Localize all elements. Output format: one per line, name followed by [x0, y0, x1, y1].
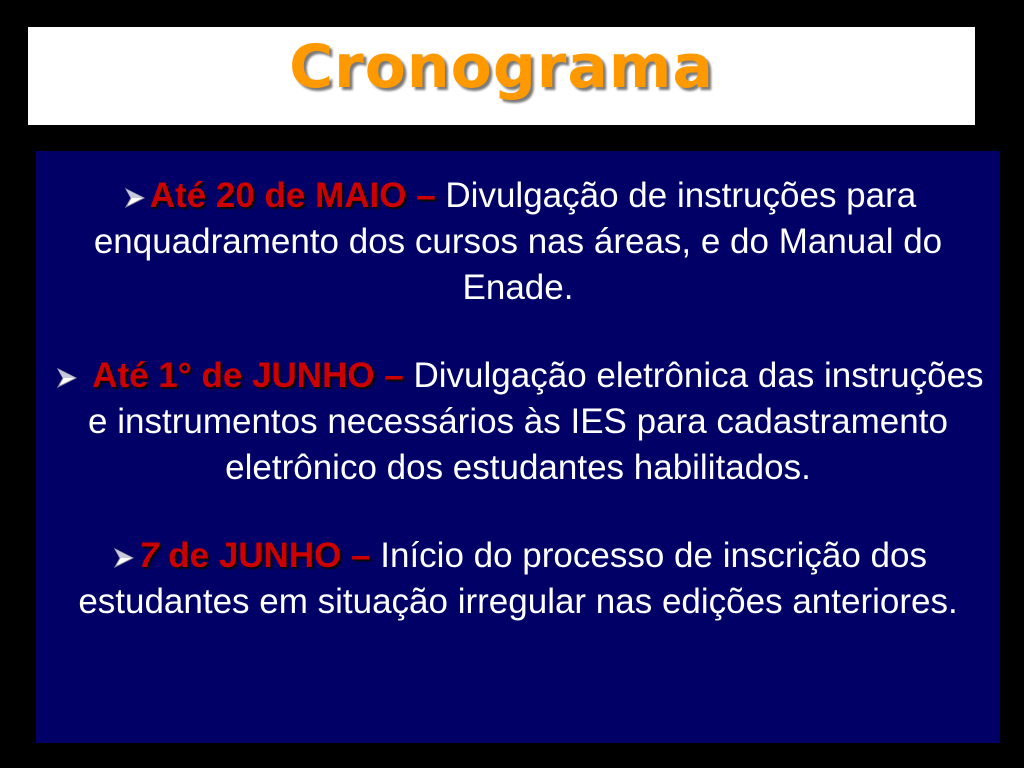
arrow-bullet-icon	[109, 533, 139, 579]
schedule-panel	[36, 151, 1000, 743]
schedule-text: Divulgação de instruções para enquadramento dos cursos nas áreas, e do Manual do Enade.	[93, 176, 943, 307]
title-box	[28, 27, 975, 125]
schedule-text: Divulgação eletrônica das instruções e instrumentos necessários às IES para cadastramento eletrônico dos estudantes habilitados.	[88, 356, 984, 487]
schedule-date: Até 1° de JUNHO –	[92, 356, 404, 395]
schedule-item-3	[50, 533, 986, 625]
schedule-text: Início do processo de inscrição dos estudantes em situação irregular nas edições anteriores.	[78, 536, 958, 621]
arrow-bullet-icon	[120, 173, 150, 219]
schedule-date-number: 7	[139, 536, 159, 575]
slide-title: Cronograma	[289, 32, 714, 102]
arrow-bullet-icon	[52, 353, 82, 399]
schedule-item-2	[50, 353, 986, 491]
schedule-date	[139, 536, 370, 575]
schedule-item-1	[50, 173, 986, 311]
schedule-date: Até 20 de MAIO –	[149, 176, 436, 215]
schedule-date-rest: de JUNHO –	[168, 536, 371, 575]
